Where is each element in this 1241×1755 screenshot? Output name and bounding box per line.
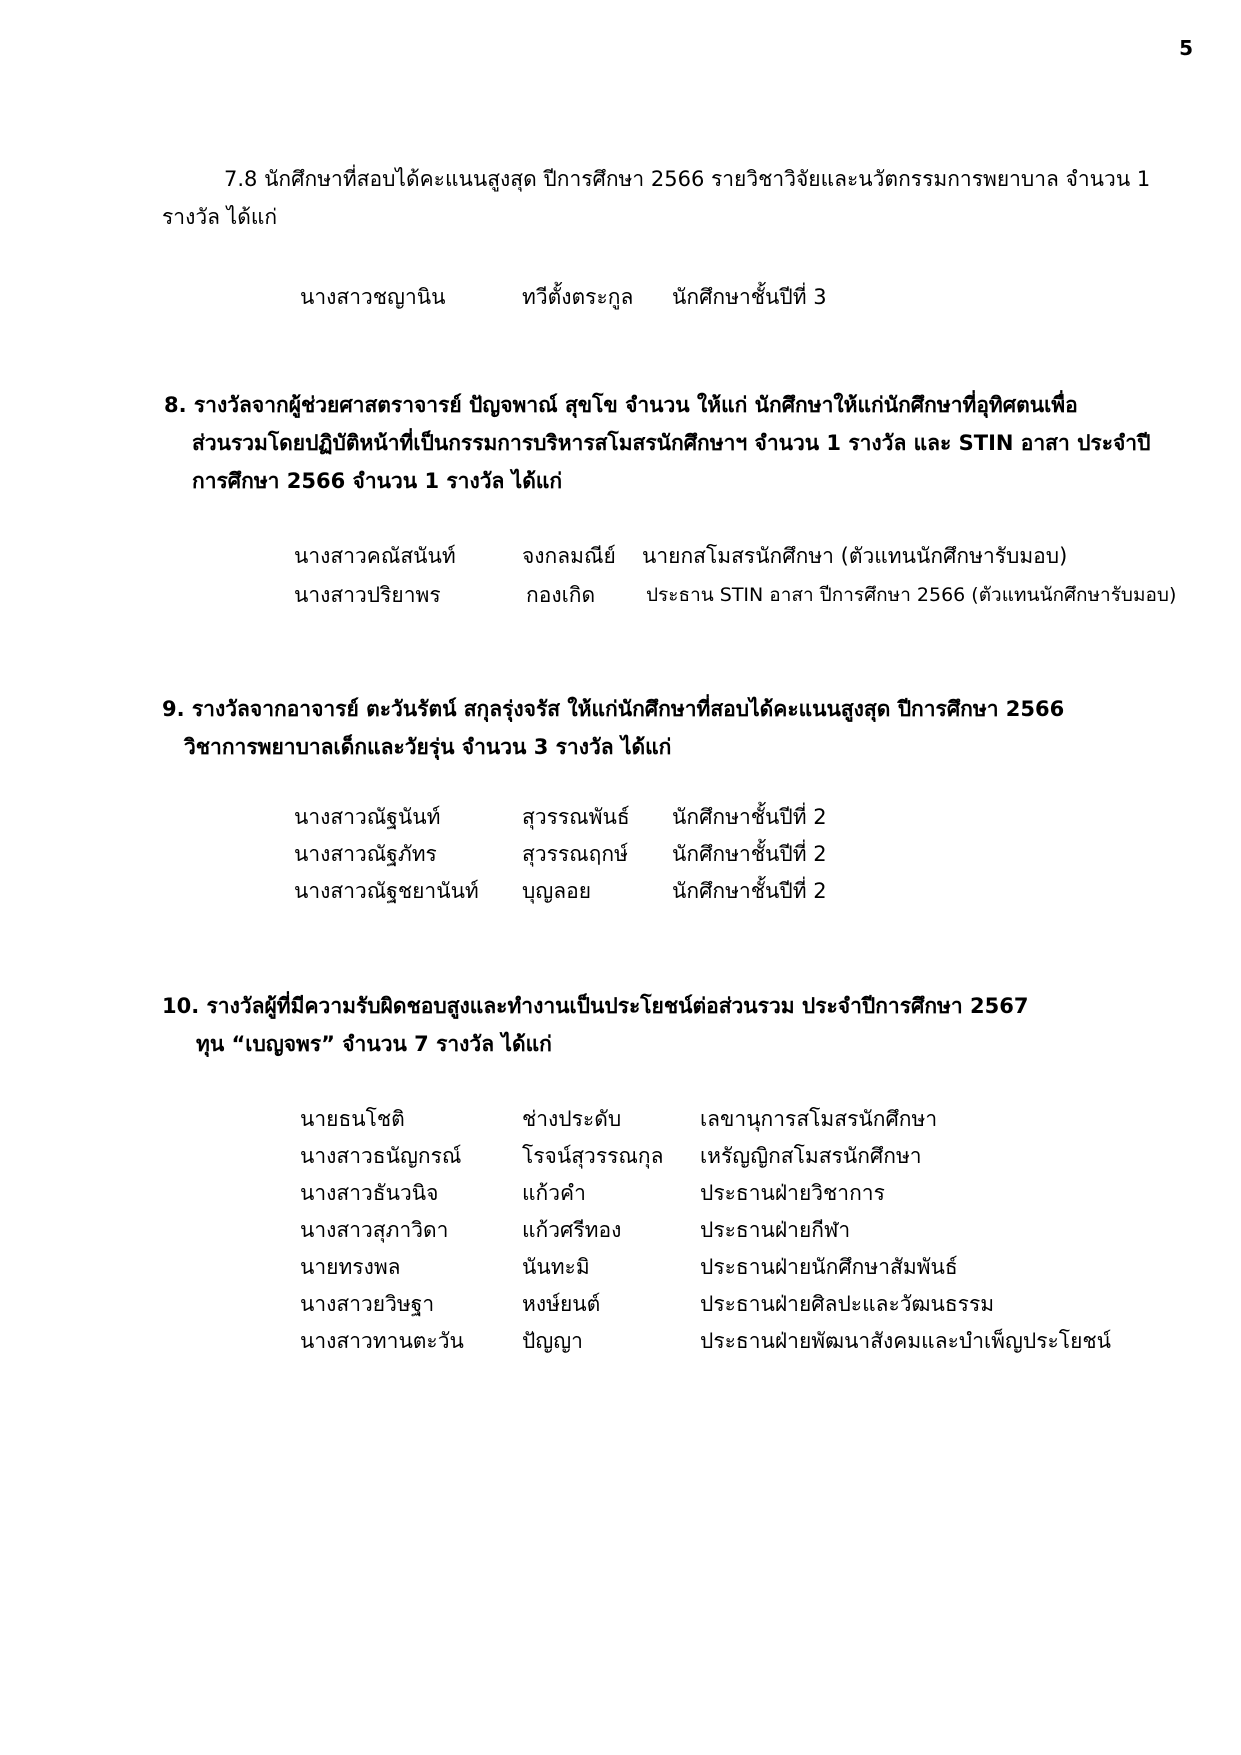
- recipient-name: นางสาวทานตะวัน: [300, 1329, 464, 1353]
- section-9-heading: [162, 690, 1222, 766]
- section-10-line-1: 10. รางวัลผู้ที่มีความรับผิดชอบสูงและทำงานเป็นประโยชน์ต่อส่วนรวม ประจำปีการศึกษา 2567: [162, 994, 1029, 1018]
- recipient-name: นางสาวปริยาพร: [294, 583, 441, 607]
- section-8-line-2: ส่วนรวมโดยปฏิบัติหน้าที่เป็นกรรมการบริหารสโมสรนักศึกษาฯ จำนวน 1 รางวัล และ STIN อาสา ประจำปี: [192, 431, 1151, 455]
- recipient-surname: จงกลมณีย์: [522, 544, 616, 568]
- section-8-line-3: การศึกษา 2566 จำนวน 1 รางวัล ได้แก่: [192, 469, 563, 493]
- section-8-heading: [164, 386, 1224, 500]
- recipient-surname: แก้วศรีทอง: [522, 1218, 622, 1242]
- section-10-line-2: ทุน “เบญจพร” จำนวน 7 รางวัล ได้แก่: [196, 1032, 552, 1056]
- recipient-role: ประธานฝ่ายนักศึกษาสัมพันธ์: [700, 1255, 958, 1279]
- recipient-name: นางสาวณัฐนันท์: [294, 805, 441, 829]
- recipient-surname: กองเกิด: [526, 583, 596, 607]
- recipient-role: นักศึกษาชั้นปีที่ 2: [672, 805, 827, 829]
- recipient-role: ประธานฝ่ายพัฒนาสังคมและบำเพ็ญประโยชน์: [700, 1329, 1111, 1353]
- section-7-8-heading: [162, 160, 1192, 236]
- recipient-surname: สุวรรณฤกษ์: [522, 842, 628, 866]
- section-9-line-2: วิชาการพยาบาลเด็กและวัยรุ่น จำนวน 3 รางวัล ได้แก่: [184, 735, 672, 759]
- recipient-surname: สุวรรณพันธ์: [522, 805, 630, 829]
- section-7-8-line-1: 7.8 นักศึกษาที่สอบได้คะแนนสูงสุด ปีการศึกษา 2566 รายวิชาวิจัยและนวัตกรรมการพยาบาล จำนวน 1: [224, 167, 1151, 191]
- recipient-role: ประธานฝ่ายศิลปะและวัฒนธรรม: [700, 1292, 995, 1316]
- recipient-surname: บุญลอย: [522, 879, 592, 903]
- recipient-name: นายธนโชติ: [300, 1107, 405, 1131]
- recipient-name: นางสาวณัฐชยานันท์: [294, 879, 479, 903]
- recipient-name: นางสาวชญานิน: [300, 285, 446, 309]
- recipient-surname: ทวีตั้งตระกูล: [522, 285, 634, 309]
- recipient-role: เลขานุการสโมสรนักศึกษา: [700, 1107, 938, 1131]
- section-8-line-1: 8. รางวัลจากผู้ช่วยศาสตราจารย์ ปัญจพาณ์ สุขโข จำนวน ให้แก่ นักศึกษาให้แก่นักศึกษาที่อุทิศตนเพื่อ: [164, 393, 1078, 417]
- recipient-name: นายทรงพล: [300, 1255, 401, 1279]
- recipient-name: นางสาวธันวนิจ: [300, 1181, 439, 1205]
- section-10-heading: [162, 987, 1222, 1063]
- recipient-name: นางสาวสุภาวิดา: [300, 1218, 449, 1242]
- recipient-surname: แก้วคำ: [522, 1181, 586, 1205]
- recipient-name: นางสาวณัฐภัทร: [294, 842, 437, 866]
- recipient-surname: นันทะมิ: [522, 1255, 590, 1279]
- recipient-name: นางสาวคณัสนันท์: [294, 544, 456, 568]
- recipient-role: เหรัญญิกสโมสรนักศึกษา: [700, 1144, 922, 1168]
- section-9-line-1: 9. รางวัลจากอาจารย์ ตะวันรัตน์ สกุลรุ่งจรัส ให้แก่นักศึกษาที่สอบได้คะแนนสูงสุด ปีการศึกษา 2566: [162, 697, 1065, 721]
- recipient-role: นักศึกษาชั้นปีที่ 3: [672, 285, 827, 309]
- recipient-role: ประธาน STIN อาสา ปีการศึกษา 2566 (ตัวแทนนักศึกษารับมอบ): [646, 584, 1177, 606]
- recipient-role: ประธานฝ่ายวิชาการ: [700, 1181, 885, 1205]
- recipient-surname: ช่างประดับ: [522, 1107, 622, 1131]
- recipient-surname: โรจน์สุวรรณกุล: [522, 1144, 664, 1168]
- section-7-8-line-2: รางวัล ได้แก่: [162, 205, 278, 229]
- recipient-role: ประธานฝ่ายกีฬา: [700, 1218, 851, 1242]
- recipient-name: นางสาวยวิษฐา: [300, 1292, 435, 1316]
- recipient-role: นายกสโมสรนักศึกษา (ตัวแทนนักศึกษารับมอบ): [642, 544, 1068, 568]
- page-number: 5: [1179, 36, 1193, 60]
- recipient-surname: หงษ์ยนต์: [522, 1292, 601, 1316]
- recipient-role: นักศึกษาชั้นปีที่ 2: [672, 879, 827, 903]
- recipient-name: นางสาวธนัญกรณ์: [300, 1144, 462, 1168]
- recipient-role: นักศึกษาชั้นปีที่ 2: [672, 842, 827, 866]
- recipient-surname: ปัญญา: [522, 1329, 583, 1353]
